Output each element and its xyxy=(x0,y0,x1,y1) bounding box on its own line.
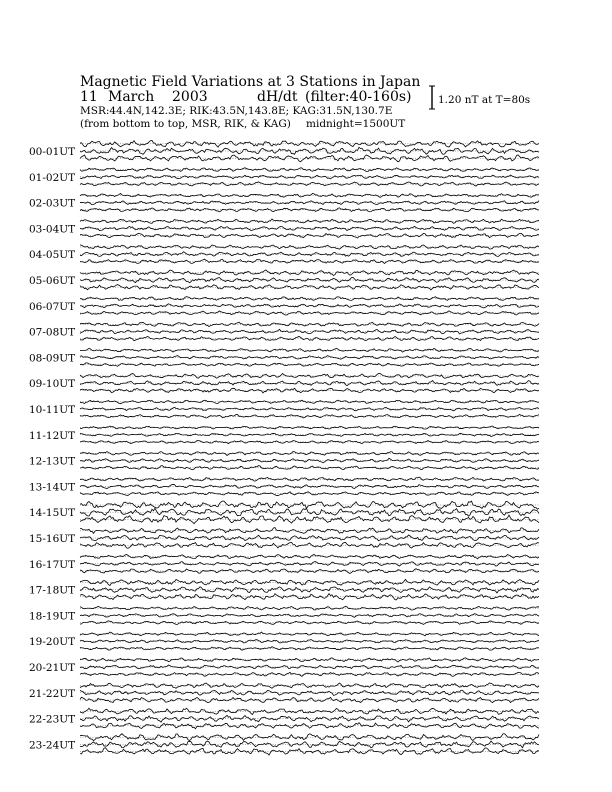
row-label: 03-04UT xyxy=(29,223,76,236)
trace-MSR xyxy=(80,647,539,651)
row-05-06UT xyxy=(29,270,540,290)
trace-KAG xyxy=(80,193,539,197)
row-07-08UT xyxy=(29,322,540,341)
row-01-02UT xyxy=(29,168,540,186)
trace-RIK xyxy=(80,715,539,722)
row-label: 21-22UT xyxy=(29,687,76,700)
row-14-15UT xyxy=(29,501,540,524)
row-21-22UT xyxy=(29,683,540,703)
trace-MSR xyxy=(80,208,539,212)
midnight-note: midnight=1500UT xyxy=(306,118,406,130)
row-13-14UT xyxy=(29,477,540,495)
trace-KAG xyxy=(80,452,539,456)
chart-title: Magnetic Field Variations at 3 Stations in Japan xyxy=(80,74,421,90)
row-06-07UT xyxy=(29,297,540,315)
scale-bar xyxy=(429,86,530,109)
trace-KAG xyxy=(80,579,539,585)
trace-KAG xyxy=(80,219,539,223)
row-label: 20-21UT xyxy=(29,662,76,674)
trace-MSR xyxy=(80,748,539,755)
row-08-09UT xyxy=(29,348,540,366)
row-label: 11-12UT xyxy=(29,429,76,442)
quantity-label: dH/dt xyxy=(257,89,298,105)
row-17-18UT xyxy=(29,579,540,599)
trace-MSR xyxy=(80,311,539,315)
trace-RIK xyxy=(80,562,539,566)
trace-MSR xyxy=(80,440,539,443)
row-18-19UT xyxy=(29,606,540,624)
row-label: 17-18UT xyxy=(29,584,76,597)
row-label: 13-14UT xyxy=(29,481,76,494)
row-label: 18-19UT xyxy=(29,610,76,623)
row-19-20UT xyxy=(29,632,540,650)
row-label: 15-16UT xyxy=(29,533,76,545)
row-label: 16-17UT xyxy=(29,558,76,571)
row-label: 10-11UT xyxy=(29,404,76,416)
trace-RIK xyxy=(80,277,539,282)
trace-KAG xyxy=(80,477,539,481)
scale-bar-label: 1.20 nT at T=80s xyxy=(438,94,531,106)
row-04-05UT xyxy=(29,245,540,264)
trace-KAG xyxy=(80,734,539,741)
trace-MSR xyxy=(80,336,539,340)
trace-KAG xyxy=(80,658,539,662)
trace-MSR xyxy=(80,672,539,676)
row-label: 12-13UT xyxy=(29,455,76,468)
trace-KAG xyxy=(80,168,539,172)
station-order-note: (from bottom to top, MSR, RIK, & KAG) xyxy=(80,118,291,130)
row-09-10UT xyxy=(29,373,540,393)
row-label: 23-24UT xyxy=(29,739,76,752)
row-02-03UT xyxy=(29,193,540,211)
filter-label: (filter:40-160s) xyxy=(305,89,412,105)
station-coordinates: MSR:44.4N,142.3E; RIK:43.5N,143.8E; KAG:31.5N,130.7E xyxy=(80,105,393,117)
row-label: 00-01UT xyxy=(29,146,76,158)
trace-KAG xyxy=(80,426,539,429)
trace-KAG xyxy=(80,528,539,534)
trace-MSR xyxy=(80,388,539,393)
row-label: 14-15UT xyxy=(29,507,76,520)
trace-MSR xyxy=(80,723,539,729)
row-label: 09-10UT xyxy=(29,378,76,391)
date-day: 11 xyxy=(80,89,98,105)
trace-RIK xyxy=(80,175,539,179)
row-label: 08-09UT xyxy=(29,352,76,365)
date-year: 2003 xyxy=(172,89,208,105)
row-20-21UT xyxy=(29,658,540,676)
trace-MSR xyxy=(80,515,539,524)
row-label: 05-06UT xyxy=(29,275,76,287)
trace-MSR xyxy=(80,285,539,290)
row-label: 02-03UT xyxy=(29,197,76,210)
row-10-11UT xyxy=(29,400,540,418)
row-23-24UT xyxy=(29,734,540,755)
row-00-01UT xyxy=(29,140,540,161)
row-15-16UT xyxy=(29,528,540,549)
row-16-17UT xyxy=(29,554,540,573)
row-label: 07-08UT xyxy=(29,326,76,339)
trace-MSR xyxy=(80,155,539,162)
trace-rows xyxy=(29,140,540,755)
trace-RIK xyxy=(80,356,539,360)
row-label: 22-23UT xyxy=(29,713,76,726)
trace-RIK xyxy=(80,201,539,205)
trace-RIK xyxy=(80,640,539,643)
row-11-12UT xyxy=(29,426,540,444)
row-12-13UT xyxy=(29,452,540,470)
trace-RIK xyxy=(80,614,539,618)
chart-header xyxy=(80,74,420,130)
trace-KAG xyxy=(80,270,539,276)
row-label: 19-20UT xyxy=(29,636,76,649)
row-03-04UT xyxy=(29,219,540,238)
row-22-23UT xyxy=(29,708,540,729)
trace-RIK xyxy=(80,147,539,154)
date-month: March xyxy=(108,89,155,105)
trace-RIK xyxy=(80,458,539,462)
trace-KAG xyxy=(80,245,539,249)
row-label: 01-02UT xyxy=(29,171,76,184)
row-label: 04-05UT xyxy=(29,249,76,262)
row-label: 06-07UT xyxy=(29,300,76,313)
